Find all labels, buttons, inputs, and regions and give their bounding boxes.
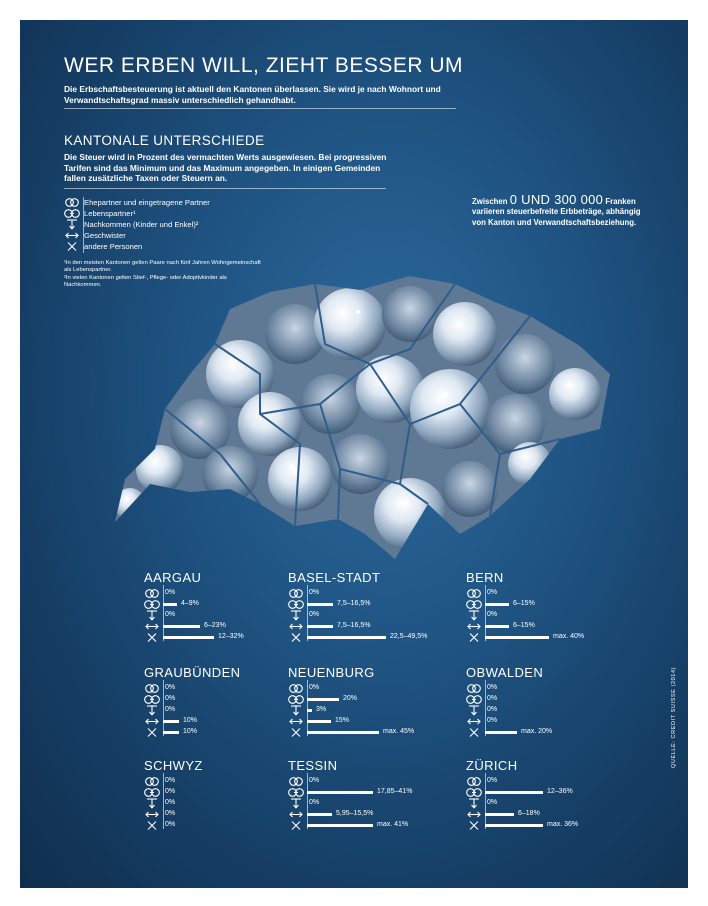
left-right-arrow-icon <box>466 809 482 820</box>
canton-row <box>144 809 294 820</box>
rings-icon <box>288 588 304 599</box>
tax-label: 0% <box>165 611 176 618</box>
left-right-arrow-icon <box>144 809 160 820</box>
linked-rings-icon <box>288 787 304 798</box>
down-arrow-icon <box>144 798 160 809</box>
footnote-1: ¹In den meisten Kantonen gelten Paare nach fünf Jahren Wohngemeinschaft als Lebenspartner. <box>64 260 261 274</box>
tax-label: 0% <box>487 777 498 784</box>
left-right-arrow-icon <box>288 716 304 727</box>
tax-label: 10% <box>183 728 198 735</box>
infographic-page <box>20 20 688 888</box>
canton-row <box>288 776 438 787</box>
rings-icon <box>466 683 482 694</box>
rings-icon <box>144 588 160 599</box>
tax-label: 7,5–16,5% <box>337 600 371 607</box>
tax-label: 0% <box>487 589 498 596</box>
canton-row <box>466 716 616 727</box>
cross-icon <box>64 241 80 252</box>
down-arrow-icon <box>288 798 304 809</box>
legend-label: Nachkommen (Kinder und Enkel)² <box>84 220 199 229</box>
tax-label: 7,5–16,5% <box>337 622 371 629</box>
rings-icon <box>466 776 482 787</box>
callout-text: Franken variieren steuerbefreite Erbbeträge, abhängig von Kanton und Verwandtschaftsbeziehung. <box>472 197 641 227</box>
rings-icon <box>144 776 160 787</box>
canton-row <box>288 809 438 820</box>
tax-bar <box>163 636 214 639</box>
canton-row <box>466 705 616 716</box>
down-arrow-icon <box>288 705 304 716</box>
tax-label: 6–23% <box>204 622 226 629</box>
canton-row <box>144 820 294 831</box>
cross-icon <box>288 632 304 643</box>
cross-icon <box>466 727 482 738</box>
canton-name: AARGAU <box>144 570 202 585</box>
left-right-arrow-icon <box>466 621 482 632</box>
tax-label: 22,5–49,5% <box>390 633 428 640</box>
linked-rings-icon <box>466 694 482 705</box>
tax-bar <box>485 791 543 794</box>
left-right-arrow-icon <box>144 716 160 727</box>
rings-icon <box>64 197 80 208</box>
tax-label: 3% <box>316 706 327 713</box>
tax-bar <box>163 720 179 723</box>
tax-label: 0% <box>309 799 320 806</box>
canton-row <box>466 694 616 705</box>
canton-row <box>466 798 616 809</box>
cross-icon <box>288 820 304 831</box>
canton-row <box>144 716 294 727</box>
tax-label: 0% <box>487 695 498 702</box>
source-note: QUELLE: CREDIT SUISSE (2014) <box>671 666 677 768</box>
section-text: Die Steuer wird in Prozent des vermachten Werts ausgewiesen. Bei progressiven Tarifen sind das Minimum und das Maximum angegeben. In einigen Gemeinden fallen zusätzliche Taxen oder Steuern an. <box>64 152 387 183</box>
canton-row <box>288 610 438 621</box>
linked-rings-icon <box>466 787 482 798</box>
tax-bar <box>485 813 514 816</box>
tax-label: 10% <box>183 717 198 724</box>
left-right-arrow-icon <box>466 716 482 727</box>
rings-icon <box>466 588 482 599</box>
tax-bar <box>163 731 179 734</box>
linked-rings-icon <box>64 208 80 219</box>
canton-row <box>288 787 438 798</box>
canton-row <box>288 621 438 632</box>
page-title: WER ERBEN WILL, ZIEHT BESSER UM <box>64 54 464 77</box>
linked-rings-icon <box>144 599 160 610</box>
callout-prefix: Zwischen <box>472 197 508 206</box>
canton-row <box>144 727 294 738</box>
cross-icon <box>144 632 160 643</box>
canton-row <box>288 705 438 716</box>
tax-label: 0% <box>165 695 176 702</box>
tax-bar <box>485 731 517 734</box>
canton-name: TESSIN <box>288 758 338 773</box>
canton-chart <box>144 570 294 652</box>
tax-label: 0% <box>487 799 498 806</box>
tax-bar <box>485 625 509 628</box>
canton-chart <box>288 758 438 840</box>
canton-chart <box>288 570 438 652</box>
canton-row <box>144 798 294 809</box>
canton-chart <box>144 665 294 747</box>
tax-label: 0% <box>165 777 176 784</box>
tax-label: 0% <box>165 706 176 713</box>
tax-label: 5,95–15,5% <box>336 810 374 817</box>
tax-label: max. 40% <box>553 633 585 640</box>
left-right-arrow-icon <box>144 621 160 632</box>
tax-label: 15% <box>335 717 350 724</box>
canton-name: OBWALDEN <box>466 665 544 680</box>
tax-bar <box>307 709 312 712</box>
tax-bar <box>307 791 373 794</box>
section-divider <box>64 188 386 189</box>
rings-icon <box>288 776 304 787</box>
tax-label: 6–15% <box>513 622 535 629</box>
footnote-2: ²In vielen Kantonen gelten Stief-, Pflege- oder Adoptivkinder als Nachkommen. <box>64 274 227 289</box>
tax-label: 0% <box>487 717 498 724</box>
canton-row <box>288 599 438 610</box>
tax-label: max. 45% <box>383 728 415 735</box>
tax-label: 0% <box>309 684 320 691</box>
cross-icon <box>144 727 160 738</box>
tax-label: 0% <box>309 589 320 596</box>
down-arrow-icon <box>64 219 80 230</box>
canton-row <box>288 632 438 643</box>
tax-label: 0% <box>309 777 320 784</box>
tax-bar <box>485 824 543 827</box>
tax-label: max. 20% <box>521 728 553 735</box>
title-divider <box>64 108 456 109</box>
canton-row <box>144 776 294 787</box>
legend-label: Ehepartner und eingetragene Partner <box>84 198 210 207</box>
canton-row <box>288 588 438 599</box>
canton-row <box>288 727 438 738</box>
tax-label: 0% <box>309 611 320 618</box>
canton-row <box>466 727 616 738</box>
linked-rings-icon <box>144 787 160 798</box>
tax-label: 0% <box>165 799 176 806</box>
tax-label: 0% <box>165 810 176 817</box>
canton-name: ZÜRICH <box>466 758 518 773</box>
tax-label: 0% <box>165 589 176 596</box>
canton-chart <box>466 570 616 652</box>
cross-icon <box>144 820 160 831</box>
tax-bar <box>307 813 332 816</box>
tax-bar <box>307 824 373 827</box>
canton-row <box>466 683 616 694</box>
canton-chart <box>288 665 438 747</box>
intro-text: Die Erbschaftsbesteuerung ist aktuell den Kantonen überlassen. Sie wird je nach Wohnort und Verwandtschaftsgrad massiv unterschiedlich gehandhabt. <box>64 84 441 105</box>
linked-rings-icon <box>466 599 482 610</box>
canton-row <box>466 621 616 632</box>
canton-row <box>144 705 294 716</box>
canton-row <box>288 798 438 809</box>
tax-label: 12–36% <box>547 788 573 795</box>
tax-label: 0% <box>165 821 176 828</box>
canton-row <box>466 776 616 787</box>
down-arrow-icon <box>466 705 482 716</box>
down-arrow-icon <box>144 610 160 621</box>
callout <box>472 192 647 228</box>
canton-row <box>144 621 294 632</box>
canton-row <box>144 588 294 599</box>
rings-icon <box>144 683 160 694</box>
rings-icon <box>288 683 304 694</box>
cross-icon <box>466 820 482 831</box>
canton-row <box>466 787 616 798</box>
tax-bar <box>485 636 549 639</box>
tax-bar <box>307 636 386 639</box>
tax-bar <box>307 625 333 628</box>
canton-row <box>466 632 616 643</box>
canton-row <box>288 820 438 831</box>
left-right-arrow-icon <box>288 809 304 820</box>
tax-label: 6–18% <box>518 810 540 817</box>
tax-label: 12–32% <box>218 633 244 640</box>
linked-rings-icon <box>288 694 304 705</box>
switzerland-crystal-map <box>110 254 610 564</box>
canton-row <box>288 694 438 705</box>
canton-chart <box>466 665 616 747</box>
down-arrow-icon <box>288 610 304 621</box>
legend-label: andere Personen <box>84 242 143 251</box>
down-arrow-icon <box>144 705 160 716</box>
tax-label: 0% <box>487 684 498 691</box>
tax-label: 0% <box>165 788 176 795</box>
tax-label: 0% <box>487 611 498 618</box>
tax-bar <box>307 731 379 734</box>
tax-label: 0% <box>487 706 498 713</box>
canton-row <box>144 610 294 621</box>
tax-label: max. 41% <box>377 821 409 828</box>
cross-icon <box>288 727 304 738</box>
down-arrow-icon <box>466 610 482 621</box>
tax-label: 4–9% <box>181 600 199 607</box>
tax-bar <box>485 603 509 606</box>
canton-row <box>466 820 616 831</box>
canton-name: SCHWYZ <box>144 758 203 773</box>
tax-bar <box>163 603 177 606</box>
canton-name: BASEL-STADT <box>288 570 381 585</box>
canton-row <box>144 694 294 705</box>
tax-label: 6–15% <box>513 600 535 607</box>
canton-name: BERN <box>466 570 504 585</box>
tax-label: 0% <box>165 684 176 691</box>
canton-name: GRAUBÜNDEN <box>144 665 241 680</box>
linked-rings-icon <box>288 599 304 610</box>
canton-row <box>144 632 294 643</box>
canton-row <box>466 809 616 820</box>
canton-chart <box>144 758 294 840</box>
canton-row <box>288 716 438 727</box>
left-right-arrow-icon <box>288 621 304 632</box>
tax-bar <box>163 625 200 628</box>
cross-icon <box>466 632 482 643</box>
left-right-arrow-icon <box>64 230 80 241</box>
canton-row <box>144 787 294 798</box>
canton-chart <box>466 758 616 840</box>
tax-bar <box>307 720 331 723</box>
callout-highlight: 0 UND 300 000 <box>509 192 604 207</box>
tax-bar <box>307 603 333 606</box>
section-title: KANTONALE UNTERSCHIEDE <box>64 133 265 148</box>
legend-label: Geschwister <box>84 231 126 240</box>
canton-row <box>466 588 616 599</box>
canton-row <box>466 599 616 610</box>
canton-row <box>288 683 438 694</box>
down-arrow-icon <box>466 798 482 809</box>
tax-label: max. 36% <box>547 821 579 828</box>
canton-row <box>466 610 616 621</box>
canton-row <box>144 599 294 610</box>
tax-label: 17,85–41% <box>377 788 413 795</box>
tax-label: 20% <box>343 695 358 702</box>
canton-row <box>144 683 294 694</box>
tax-bar <box>307 698 339 701</box>
legend-label: Lebenspartner¹ <box>84 209 136 218</box>
linked-rings-icon <box>144 694 160 705</box>
canton-name: NEUENBURG <box>288 665 375 680</box>
